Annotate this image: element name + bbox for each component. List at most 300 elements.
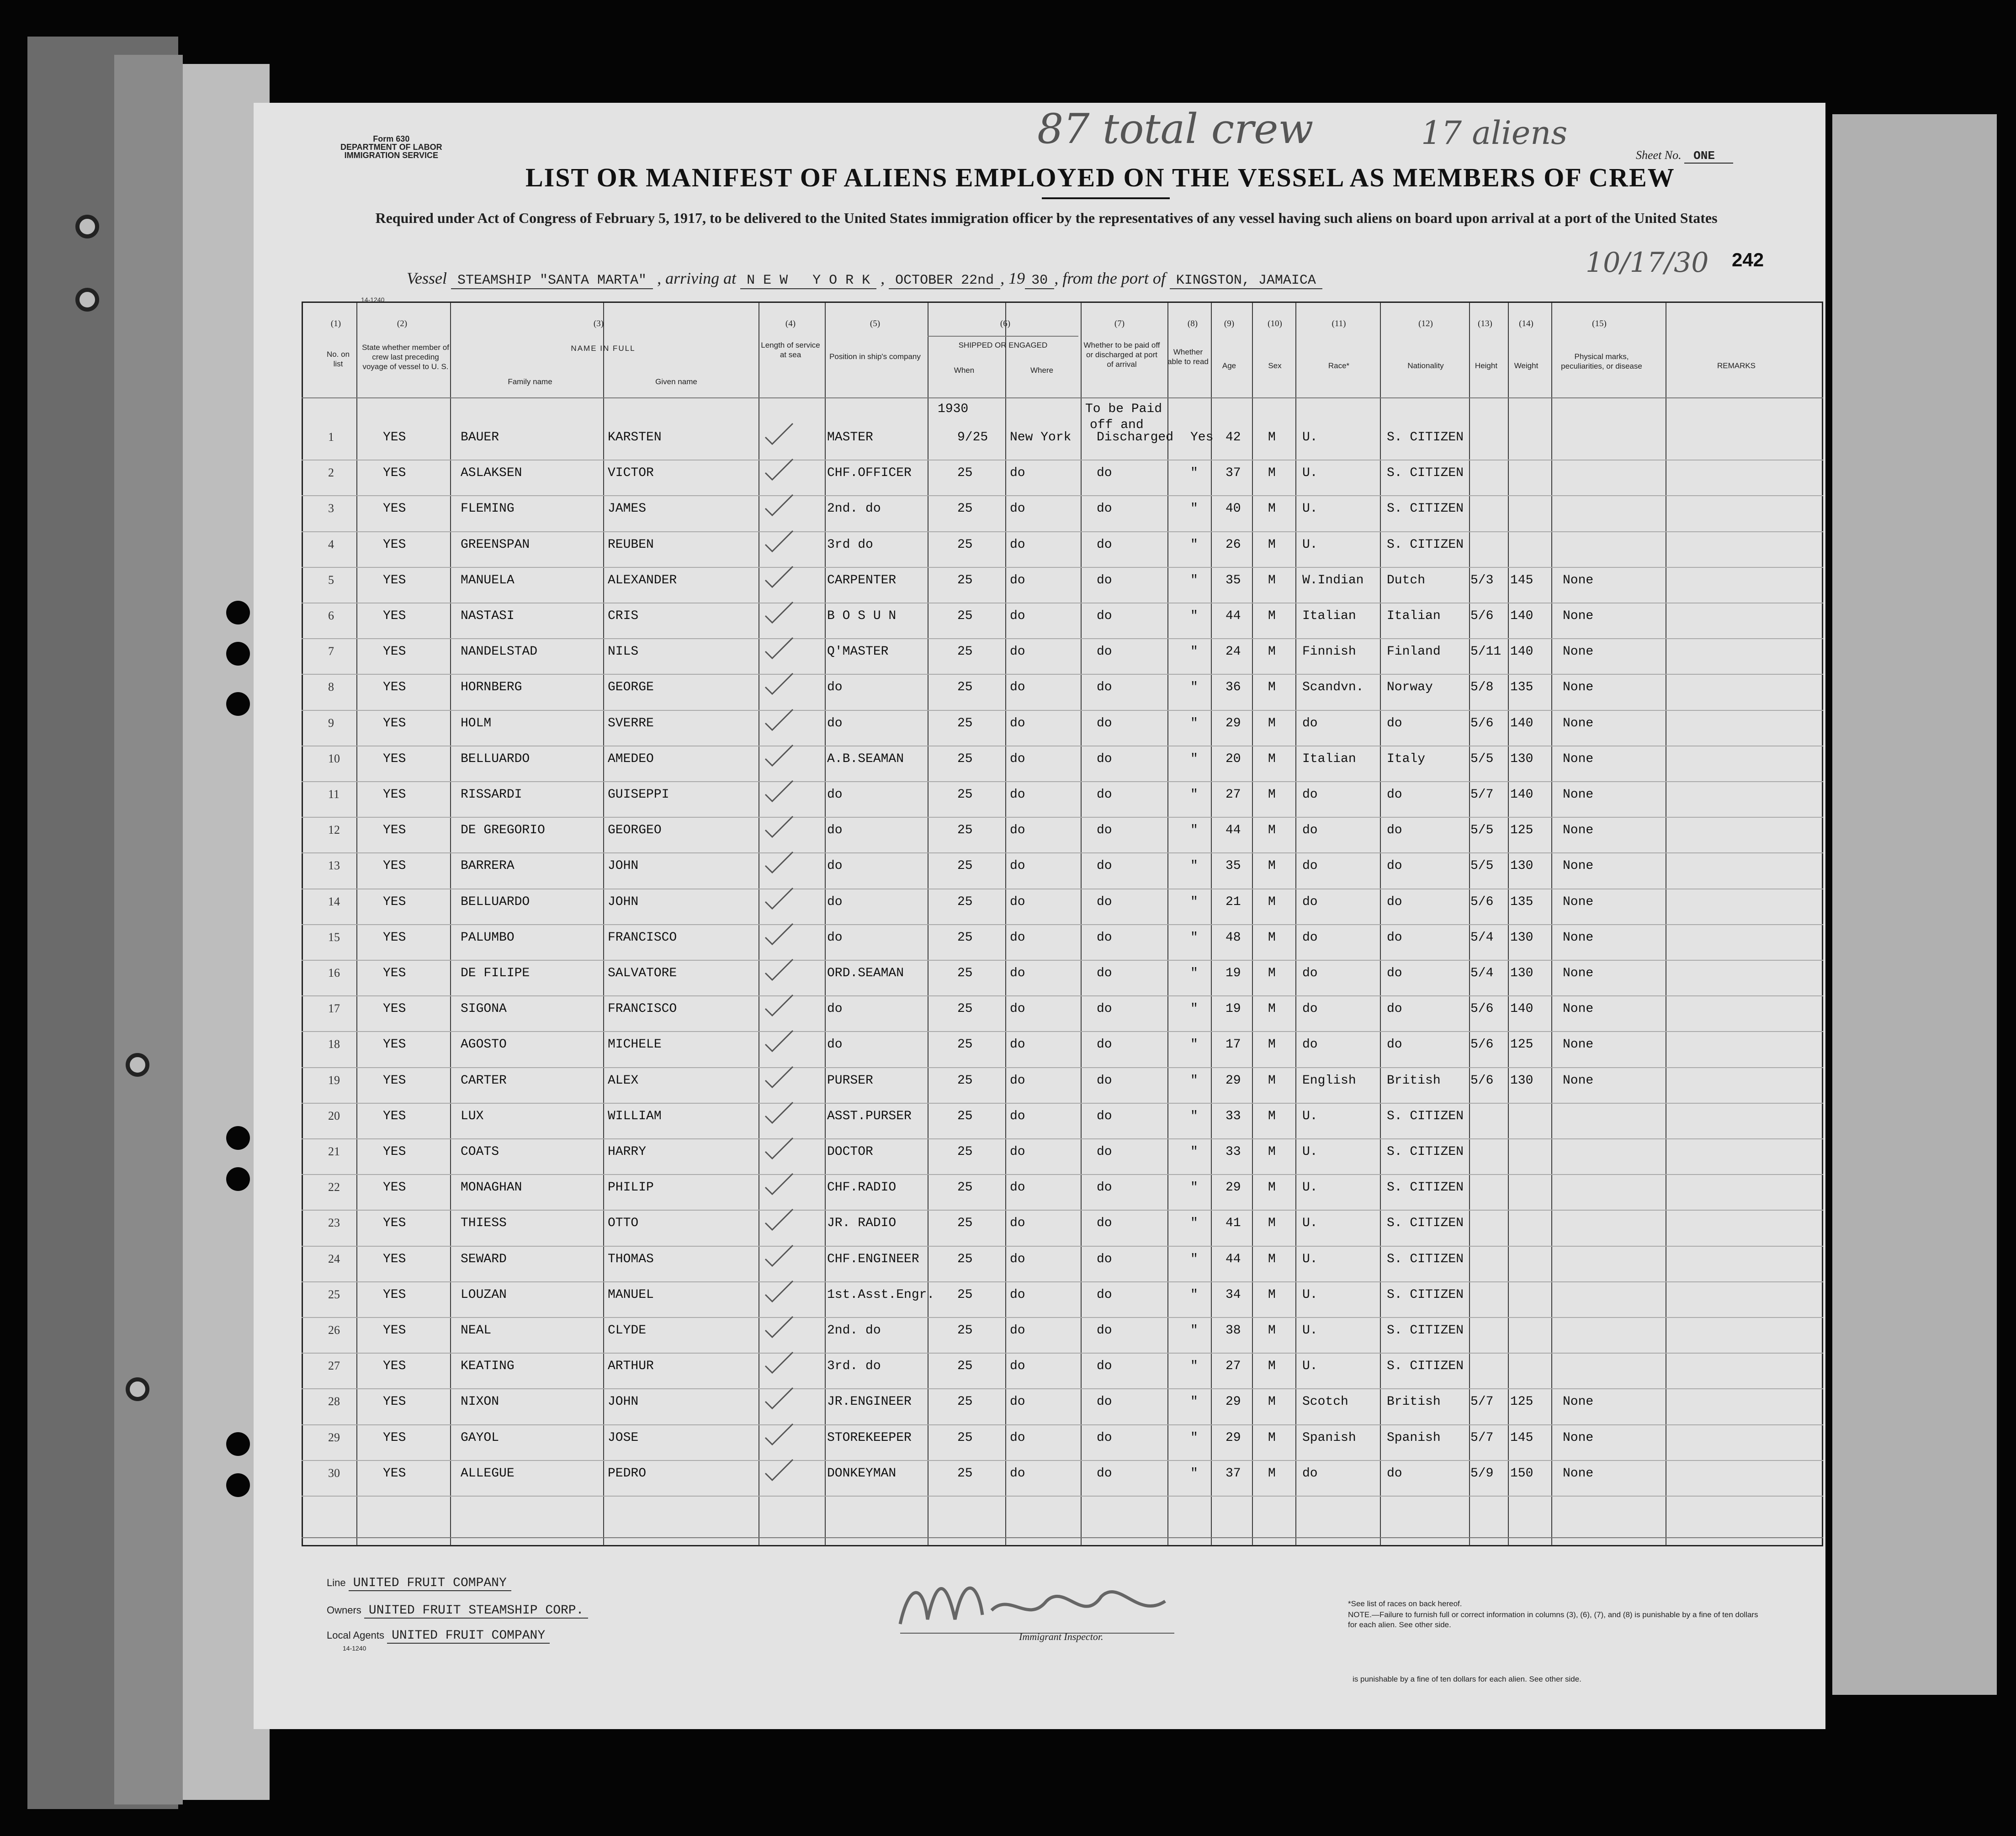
cell-state: YES	[383, 751, 406, 766]
cell-no: 22	[328, 1180, 340, 1194]
header-when: When	[954, 366, 975, 375]
cell-sex: M	[1268, 859, 1276, 873]
cell-when: 25	[957, 1466, 973, 1481]
cell-height: 5/7	[1470, 788, 1494, 802]
cell-paid: do	[1097, 1359, 1112, 1374]
table-row	[302, 1069, 1823, 1105]
header-no-on-list: No. on list	[326, 350, 350, 368]
cell-nationality: S. CITIZEN	[1387, 466, 1464, 481]
checkmark-icon	[763, 1457, 795, 1482]
vessel-line: Vessel STEAMSHIP "SANTA MARTA" , arriving at N E W Y O R K , OCTOBER 22nd , 19 30 , from the port of KINGSTON, JAMAICA	[407, 269, 1732, 288]
cell-sex: M	[1268, 1395, 1276, 1409]
cell-when: 25	[957, 930, 973, 945]
cell-sex: M	[1268, 1180, 1276, 1195]
cell-race: Italian	[1302, 609, 1356, 623]
cell-no: 18	[328, 1037, 340, 1051]
checkmark-icon	[763, 957, 795, 982]
punch-hole-icon	[226, 692, 250, 716]
cell-age: 36	[1226, 680, 1241, 695]
cell-marks: None	[1563, 930, 1594, 945]
cell-height: 5/6	[1470, 609, 1494, 623]
table-row	[302, 1033, 1823, 1069]
cell-no: 21	[328, 1145, 340, 1158]
line-label: Line	[327, 1577, 346, 1588]
cell-paid: do	[1097, 788, 1112, 802]
cell-marks: None	[1563, 1395, 1594, 1409]
cell-no: 12	[328, 823, 340, 837]
table-row	[302, 1140, 1823, 1176]
cell-where: do	[1010, 966, 1025, 980]
cell-sex: M	[1268, 502, 1276, 516]
table-row	[302, 1283, 1823, 1319]
cell-state: YES	[383, 1002, 406, 1016]
cell-age: 27	[1226, 788, 1241, 802]
cell-where: do	[1010, 609, 1025, 623]
cell-sex: M	[1268, 466, 1276, 481]
checkmark-icon	[763, 1064, 795, 1090]
cell-race: U.	[1302, 1252, 1318, 1266]
cell-given: CRIS	[608, 609, 639, 623]
cell-when: 25	[957, 1252, 973, 1266]
cell-state: YES	[383, 680, 406, 695]
cell-nationality: S. CITIZEN	[1387, 1145, 1464, 1159]
cell-when: 25	[957, 680, 973, 695]
cell-age: 35	[1226, 573, 1241, 587]
cell-age: 20	[1226, 751, 1241, 766]
cell-where: do	[1010, 1395, 1025, 1409]
year-1930: 1930	[938, 402, 969, 416]
year-prefix: , 19	[1000, 269, 1025, 287]
cell-position: STOREKEEPER	[827, 1430, 912, 1445]
table-row	[302, 1176, 1823, 1212]
cell-no: 23	[328, 1216, 340, 1230]
cell-paid: Discharged	[1097, 430, 1174, 444]
cell-where: do	[1010, 1109, 1025, 1123]
cell-race: do	[1302, 788, 1318, 802]
cell-sex: M	[1268, 966, 1276, 980]
footer-owners	[327, 1603, 588, 1618]
checkmark-icon	[763, 1207, 795, 1232]
cell-sex: M	[1268, 680, 1276, 695]
cell-state: YES	[383, 823, 406, 838]
col-number: (10)	[1268, 319, 1282, 328]
cell-position: do	[827, 1037, 843, 1052]
checkmark-icon	[763, 1100, 795, 1125]
cell-weight: 125	[1510, 1037, 1533, 1052]
cell-weight: 140	[1510, 609, 1533, 623]
cell-no: 20	[328, 1109, 340, 1122]
cell-read: "	[1190, 609, 1198, 623]
header-given-name: Given name	[655, 377, 697, 386]
cell-sex: M	[1268, 751, 1276, 766]
cell-marks: None	[1563, 645, 1594, 659]
cell-sex: M	[1268, 1109, 1276, 1123]
cell-height: 5/4	[1470, 966, 1494, 980]
cell-where: do	[1010, 1466, 1025, 1481]
header-height: Height	[1475, 361, 1498, 370]
header-length-of-service: Length of service at sea	[761, 341, 820, 359]
failure-note-duplicate: is punishable by a fine of ten dollars for each alien. See other side.	[1353, 1675, 1581, 1683]
arrival-year: 30	[1025, 273, 1054, 289]
cell-state: YES	[383, 1430, 406, 1445]
cell-height: 5/6	[1470, 716, 1494, 730]
cell-marks: None	[1563, 788, 1594, 802]
cell-when: 25	[957, 788, 973, 802]
cell-state: YES	[383, 1180, 406, 1195]
cell-where: do	[1010, 930, 1025, 945]
col-number: (9)	[1224, 319, 1235, 328]
cell-where: do	[1010, 751, 1025, 766]
cell-age: 33	[1226, 1145, 1241, 1159]
cell-given: PEDRO	[608, 1466, 647, 1481]
table-row	[302, 1426, 1823, 1462]
cell-where: do	[1010, 1216, 1025, 1231]
col-number: (5)	[870, 319, 881, 328]
checkmark-icon	[763, 778, 795, 804]
cell-paid: do	[1097, 1037, 1112, 1052]
cell-paid: do	[1097, 1252, 1112, 1266]
cell-position: do	[827, 716, 843, 730]
cell-when: 25	[957, 859, 973, 873]
table-row	[302, 533, 1823, 569]
checkmark-icon	[763, 921, 795, 947]
cell-height: 5/11	[1470, 645, 1501, 659]
cell-position: do	[827, 788, 843, 802]
cell-where: do	[1010, 859, 1025, 873]
cell-paid: do	[1097, 859, 1112, 873]
table-row	[302, 497, 1823, 533]
cell-marks: None	[1563, 1430, 1594, 1445]
departure-port: KINGSTON, JAMAICA	[1170, 273, 1322, 289]
cell-marks: None	[1563, 573, 1594, 587]
cell-family: LUX	[461, 1109, 484, 1123]
cell-family: HORNBERG	[461, 680, 522, 695]
cell-paid: do	[1097, 537, 1112, 552]
cell-sex: M	[1268, 1252, 1276, 1266]
cell-paid: do	[1097, 894, 1112, 909]
cell-nationality: do	[1387, 1002, 1402, 1016]
cell-weight: 135	[1510, 680, 1533, 695]
required-statement: Required under Act of Congress of February 5, 1917, to be delivered to the United States immigration officer by the representatives of any vessel having such aliens on board upon arrival at a port of the United States	[375, 210, 1718, 226]
col-number: (13)	[1478, 319, 1492, 328]
col-number: (15)	[1592, 319, 1607, 328]
table-row	[302, 1390, 1823, 1426]
cell-state: YES	[383, 716, 406, 730]
cell-read: Yes	[1190, 430, 1214, 444]
cell-when: 25	[957, 716, 973, 730]
punch-hole-icon	[226, 1473, 250, 1497]
cell-weight: 145	[1510, 573, 1533, 587]
cell-state: YES	[383, 966, 406, 980]
cell-position: ORD.SEAMAN	[827, 966, 904, 980]
cell-marks: None	[1563, 1002, 1594, 1016]
cell-age: 29	[1226, 1180, 1241, 1195]
cell-where: do	[1010, 537, 1025, 552]
cell-where: do	[1010, 1145, 1025, 1159]
punch-hole-icon	[226, 642, 250, 666]
cell-read: "	[1190, 1145, 1198, 1159]
cell-no: 27	[328, 1359, 340, 1373]
cell-read: "	[1190, 1216, 1198, 1231]
col-number: (14)	[1519, 319, 1533, 328]
cell-family: KEATING	[461, 1359, 515, 1374]
cell-race: Scotch	[1302, 1395, 1348, 1409]
cell-when: 25	[957, 1395, 973, 1409]
cell-state: YES	[383, 859, 406, 873]
cell-paid: do	[1097, 1323, 1112, 1338]
checkmark-icon	[763, 707, 795, 732]
cell-family: DE FILIPE	[461, 966, 530, 980]
cell-height: 5/6	[1470, 894, 1494, 909]
cell-age: 29	[1226, 1430, 1241, 1445]
cell-position: do	[827, 823, 843, 838]
cell-height: 5/4	[1470, 930, 1494, 945]
checkmark-icon	[763, 457, 795, 482]
cell-paid: do	[1097, 1073, 1112, 1088]
punch-hole-icon	[226, 1167, 250, 1191]
cell-read: "	[1190, 1002, 1198, 1016]
cell-age: 21	[1226, 894, 1241, 909]
cell-race: do	[1302, 1037, 1318, 1052]
cell-given: AMEDEO	[608, 751, 654, 766]
cell-when: 25	[957, 1002, 973, 1016]
header-age: Age	[1222, 361, 1236, 370]
page-title: LIST OR MANIFEST OF ALIENS EMPLOYED ON THE VESSEL AS MEMBERS OF CREW	[525, 163, 1675, 192]
header-shipped-or-engaged: SHIPPED OR ENGAGED	[958, 341, 1048, 349]
checkmark-icon	[763, 814, 795, 839]
cell-race: U.	[1302, 1216, 1318, 1231]
cell-paid: do	[1097, 609, 1112, 623]
cell-when: 25	[957, 1145, 973, 1159]
arrival-date: OCTOBER 22nd	[889, 273, 1000, 289]
cell-paid: do	[1097, 751, 1112, 766]
cell-sex: M	[1268, 1145, 1276, 1159]
cell-marks: None	[1563, 1037, 1594, 1052]
cell-race: do	[1302, 930, 1318, 945]
col-number: (8)	[1187, 319, 1198, 328]
cell-when: 9/25	[957, 430, 988, 444]
cell-nationality: S. CITIZEN	[1387, 1359, 1464, 1374]
cell-age: 44	[1226, 609, 1241, 623]
col-number: (4)	[785, 319, 796, 328]
arrival-port: N E W Y O R K	[740, 273, 876, 289]
title-underline	[1042, 197, 1170, 199]
checkmark-icon	[763, 421, 795, 446]
cell-where: do	[1010, 1287, 1025, 1302]
cell-state: YES	[383, 1395, 406, 1409]
cell-position: A.B.SEAMAN	[827, 751, 904, 766]
col-number: (11)	[1332, 319, 1346, 328]
cell-sex: M	[1268, 1323, 1276, 1338]
cell-when: 25	[957, 751, 973, 766]
cell-given: JOHN	[608, 894, 639, 909]
cell-sex: M	[1268, 788, 1276, 802]
cell-race: Scandvn.	[1302, 680, 1364, 695]
cell-when: 25	[957, 502, 973, 516]
cell-no: 7	[328, 645, 334, 658]
cell-paid: do	[1097, 1466, 1112, 1481]
table-row	[302, 783, 1823, 819]
cell-where: do	[1010, 1359, 1025, 1374]
cell-when: 25	[957, 573, 973, 587]
cell-state: YES	[383, 930, 406, 945]
cell-state: YES	[383, 894, 406, 909]
cell-age: 35	[1226, 859, 1241, 873]
cell-weight: 135	[1510, 894, 1533, 909]
table-row	[302, 1462, 1823, 1497]
cell-family: ASLAKSEN	[461, 466, 522, 481]
cell-race: U.	[1302, 1359, 1318, 1374]
cell-read: "	[1190, 573, 1198, 587]
checkmark-icon	[763, 492, 795, 518]
owners-value: UNITED FRUIT STEAMSHIP CORP.	[364, 1603, 588, 1619]
cell-state: YES	[383, 1109, 406, 1123]
cell-position: 3rd do	[827, 537, 873, 552]
cell-no: 19	[328, 1073, 340, 1087]
cell-race: do	[1302, 859, 1318, 873]
cell-family: MANUELA	[461, 573, 515, 587]
cell-nationality: British	[1387, 1395, 1441, 1409]
cell-when: 25	[957, 1109, 973, 1123]
cell-nationality: Dutch	[1387, 573, 1426, 587]
checkmark-icon	[763, 1136, 795, 1161]
cell-sex: M	[1268, 1287, 1276, 1302]
cell-height: 5/6	[1470, 1002, 1494, 1016]
cell-state: YES	[383, 1252, 406, 1266]
cell-paid: do	[1097, 502, 1112, 516]
cell-marks: None	[1563, 1073, 1594, 1088]
cell-no: 3	[328, 502, 334, 515]
cell-height: 5/6	[1470, 1037, 1494, 1052]
cell-read: "	[1190, 823, 1198, 838]
cell-height: 5/7	[1470, 1395, 1494, 1409]
cell-position: do	[827, 930, 843, 945]
cell-state: YES	[383, 1073, 406, 1088]
cell-where: do	[1010, 466, 1025, 481]
agents-label: Local Agents	[327, 1630, 384, 1641]
paid-line-2: off and	[1090, 418, 1144, 432]
cell-nationality: do	[1387, 930, 1402, 945]
cell-family: LOUZAN	[461, 1287, 507, 1302]
cell-paid: do	[1097, 1109, 1112, 1123]
cell-family: PALUMBO	[461, 930, 515, 945]
cell-family: NEAL	[461, 1323, 492, 1338]
cell-race: U.	[1302, 1109, 1318, 1123]
cell-given: KARSTEN	[608, 430, 662, 444]
film-border-left-inner	[114, 55, 183, 1804]
cell-sex: M	[1268, 1466, 1276, 1481]
col-number: (6)	[1000, 319, 1011, 328]
cell-where: do	[1010, 1073, 1025, 1088]
cell-race: U.	[1302, 1287, 1318, 1302]
cell-sex: M	[1268, 573, 1276, 587]
cell-paid: do	[1097, 680, 1112, 695]
cell-height: 5/7	[1470, 1430, 1494, 1445]
header-physical-marks: Physical marks, peculiarities, or disease	[1561, 352, 1642, 370]
cell-family: SIGONA	[461, 1002, 507, 1016]
cell-no: 16	[328, 966, 340, 979]
cell-family: HOLM	[461, 716, 492, 730]
cell-given: GEORGE	[608, 680, 654, 695]
cell-position: DONKEYMAN	[827, 1466, 897, 1481]
header-state: State whether member of crew last preceding voyage of vessel to U. S.	[362, 343, 449, 371]
cell-paid: do	[1097, 1430, 1112, 1445]
cell-sex: M	[1268, 894, 1276, 909]
cell-read: "	[1190, 1180, 1198, 1195]
table-row	[302, 461, 1823, 497]
cell-height: 5/5	[1470, 859, 1494, 873]
sheet-number	[1636, 148, 1733, 163]
cell-weight: 140	[1510, 716, 1533, 730]
table-row	[302, 1212, 1823, 1247]
cell-when: 25	[957, 1287, 973, 1302]
cell-race: U.	[1302, 430, 1318, 444]
cell-family: NANDELSTAD	[461, 645, 538, 659]
cell-read: "	[1190, 1430, 1198, 1445]
cell-race: do	[1302, 1002, 1318, 1016]
cell-when: 25	[957, 1180, 973, 1195]
checkmark-icon	[763, 743, 795, 768]
cell-when: 25	[957, 966, 973, 980]
cell-family: MONAGHAN	[461, 1180, 522, 1195]
cell-race: Spanish	[1302, 1430, 1356, 1445]
cell-age: 24	[1226, 645, 1241, 659]
cell-position: do	[827, 894, 843, 909]
cell-state: YES	[383, 1323, 406, 1338]
handwritten-crew-note: 87 total crew	[1037, 105, 1314, 153]
cell-marks: None	[1563, 680, 1594, 695]
cell-weight: 125	[1510, 1395, 1533, 1409]
cell-given: JOSE	[608, 1430, 639, 1445]
cell-weight: 130	[1510, 751, 1533, 766]
cell-nationality: do	[1387, 859, 1402, 873]
cell-no: 8	[328, 680, 334, 694]
cell-given: FRANCISCO	[608, 930, 677, 945]
cell-position: do	[827, 859, 843, 873]
cell-where: do	[1010, 1002, 1025, 1016]
checkmark-icon	[763, 850, 795, 875]
cell-family: THIESS	[461, 1216, 507, 1231]
cell-race: U.	[1302, 1145, 1318, 1159]
cell-sex: M	[1268, 537, 1276, 552]
cell-paid: do	[1097, 1145, 1112, 1159]
cell-when: 25	[957, 1073, 973, 1088]
cell-family: CARTER	[461, 1073, 507, 1088]
form-code: 14-1240	[361, 296, 385, 303]
cell-position: CHF.ENGINEER	[827, 1252, 919, 1266]
cell-read: "	[1190, 1466, 1198, 1481]
cell-when: 25	[957, 466, 973, 481]
cell-age: 48	[1226, 930, 1241, 945]
row-rule	[302, 397, 1823, 398]
cell-race: do	[1302, 894, 1318, 909]
cell-weight: 140	[1510, 1002, 1533, 1016]
cell-no: 1	[328, 430, 334, 444]
table-row	[302, 569, 1823, 604]
line-value: UNITED FRUIT COMPANY	[349, 1576, 511, 1591]
cell-position: CARPENTER	[827, 573, 897, 587]
cell-sex: M	[1268, 1073, 1276, 1088]
table-row	[302, 604, 1823, 640]
agents-value: UNITED FRUIT COMPANY	[387, 1629, 550, 1644]
checkmark-icon	[763, 1243, 795, 1268]
cell-family: SEWARD	[461, 1252, 507, 1266]
cell-no: 30	[328, 1466, 340, 1480]
header-family-name: Family name	[508, 377, 552, 386]
cell-sex: M	[1268, 930, 1276, 945]
punch-hole-icon	[226, 601, 250, 624]
cell-read: "	[1190, 1323, 1198, 1338]
